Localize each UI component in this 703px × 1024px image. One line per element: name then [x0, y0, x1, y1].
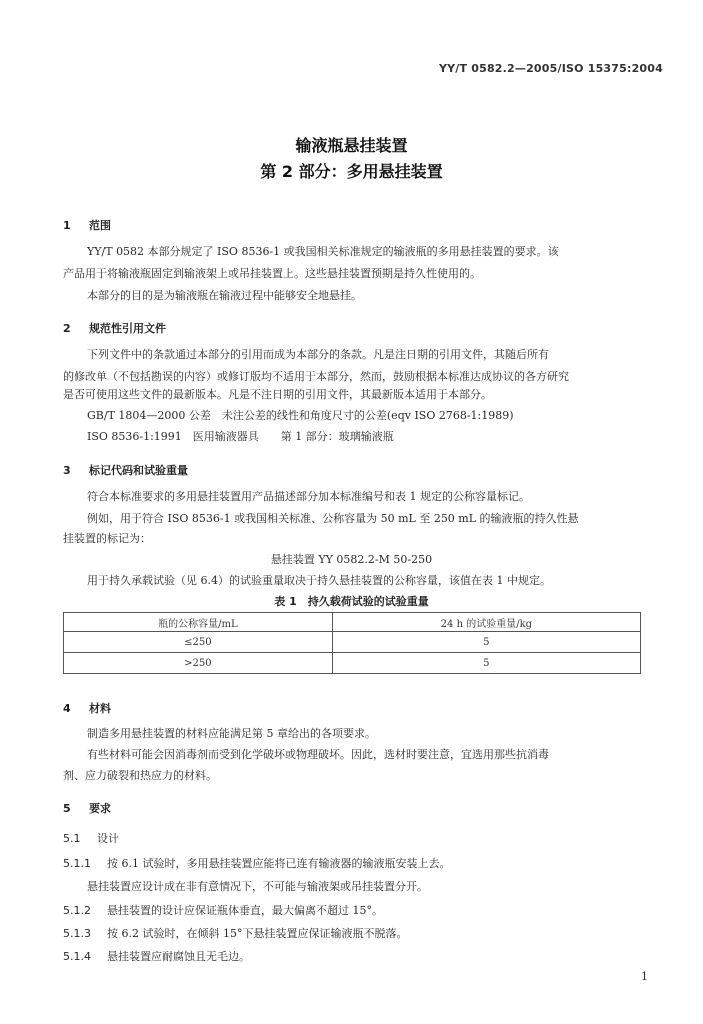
clause-text: 悬挂装置应设计成在非有意情况下，不可能与输液架或吊挂装置分开。: [87, 880, 428, 893]
clause-item: [63, 948, 250, 964]
section-number: 2: [63, 322, 71, 335]
clause-number: 5.1.3: [63, 927, 91, 940]
document-title: 输液瓶悬挂装置: [295, 136, 408, 155]
section-title: 标记代码和试验重量: [89, 464, 188, 477]
section-number: 5: [63, 802, 71, 815]
clause-item: [63, 925, 407, 941]
reference-item: ISO 8536-1:1991 医用输液器具 第 1 部分：玻璃输液瓶: [87, 430, 394, 443]
table-cell: 5: [332, 632, 640, 653]
table-row: [64, 632, 641, 653]
paragraph: 用于持久承载试验（见 6.4）的试验重量取决于持久悬挂装置的公称容量，该值在表 1 中规定。: [87, 574, 551, 587]
test-weight-table: [63, 612, 641, 674]
clause-text: 悬挂装置应耐腐蚀且无毛边。: [107, 950, 250, 963]
table-header-cell: 瓶的公称容量/mL: [64, 613, 333, 632]
clause-text: 悬挂装置的设计应保证瓶体垂直，最大偏离不超过 15°。: [107, 904, 383, 917]
clause-number: 5.1.4: [63, 950, 91, 963]
clause-text: 按 6.2 试验时，在倾斜 15°下悬挂装置应保证输液瓶不脱落。: [107, 927, 408, 940]
section-title: 材料: [89, 702, 111, 715]
section-title: 规范性引用文件: [89, 322, 166, 335]
paragraph: 下列文件中的条款通过本部分的引用而成为本部分的条款。凡是注日期的引用文件，其随后所有: [87, 348, 549, 361]
page-number: 1: [641, 970, 648, 983]
table-row: [64, 653, 641, 674]
paragraph: 有些材料可能会因消毒剂而受到化学破坏或物理破坏。因此，选材时要注意，宜选用那些抗消毒: [87, 748, 549, 761]
paragraph: 的修改单（不包括勘误的内容）或修订版均不适用于本部分，然而，鼓励根据本标准达成协议的各方研究: [63, 370, 569, 383]
section-4-heading: [63, 700, 111, 716]
section-number: 3: [63, 464, 71, 477]
clause-text: 按 6.1 试验时，多用悬挂装置应能将已连有输液器的输液瓶安装上去。: [107, 857, 451, 870]
paragraph: 剂、应力破裂和热应力的材料。: [63, 769, 217, 782]
document-subtitle: 第 2 部分：多用悬挂装置: [260, 162, 443, 181]
clause-item: [87, 878, 428, 894]
paragraph: 本部分的目的是为输液瓶在输液过程中能够安全地悬挂。: [87, 289, 362, 302]
paragraph: 符合本标准要求的多用悬挂装置用产品描述部分加本标准编号和表 1 规定的公称容量标记。: [87, 490, 530, 503]
subsection-5-1-heading: [63, 830, 119, 846]
marking-example: 悬挂装置 YY 0582.2-M 50-250: [270, 553, 433, 566]
subsection-title: 设计: [97, 832, 119, 845]
standard-code: YY/T 0582.2—2005/ISO 15375:2004: [438, 62, 663, 75]
table-cell: ≤250: [64, 632, 333, 653]
paragraph: 制造多用悬挂装置的材料应能满足第 5 章给出的各项要求。: [87, 727, 376, 740]
section-number: 4: [63, 702, 71, 715]
section-title: 要求: [89, 802, 111, 815]
paragraph: 是否可使用这些文件的最新版本。凡是不注日期的引用文件，其最新版本适用于本部分。: [63, 388, 492, 401]
clause-number: 5.1.2: [63, 904, 91, 917]
paragraph: 挂装置的标记为：: [63, 532, 151, 545]
section-3-heading: [63, 462, 188, 478]
section-title: 范围: [89, 219, 111, 232]
table-caption: 表 1 持久载荷试验的试验重量: [274, 595, 429, 608]
table-cell: >250: [64, 653, 333, 674]
table-header-cell: 24 h 的试验重量/kg: [332, 613, 640, 632]
clause-item: [63, 902, 383, 918]
section-5-heading: [63, 800, 111, 816]
section-number: 1: [63, 219, 71, 232]
table-header-row: [64, 613, 641, 632]
section-2-heading: [63, 320, 166, 336]
paragraph: 例如，用于符合 ISO 8536-1 或我国相关标准、公称容量为 50 mL 至 250 mL 的输液瓶的持久性悬: [87, 512, 579, 525]
clause-item: [63, 855, 451, 871]
paragraph: YY/T 0582 本部分规定了 ISO 8536-1 或我国相关标准规定的输液瓶的多用悬挂装置的要求。该: [87, 245, 559, 258]
paragraph: 产品用于将输液瓶固定到输液架上或吊挂装置上。这些悬挂装置预期是持久性使用的。: [63, 267, 481, 280]
subsection-number: 5.1: [63, 832, 81, 845]
reference-item: GB/T 1804—2000 公差 未注公差的线性和角度尺寸的公差(eqv ISO 2768-1:1989): [87, 409, 514, 422]
section-1-heading: [63, 217, 111, 233]
clause-number: 5.1.1: [63, 857, 91, 870]
table-cell: 5: [332, 653, 640, 674]
